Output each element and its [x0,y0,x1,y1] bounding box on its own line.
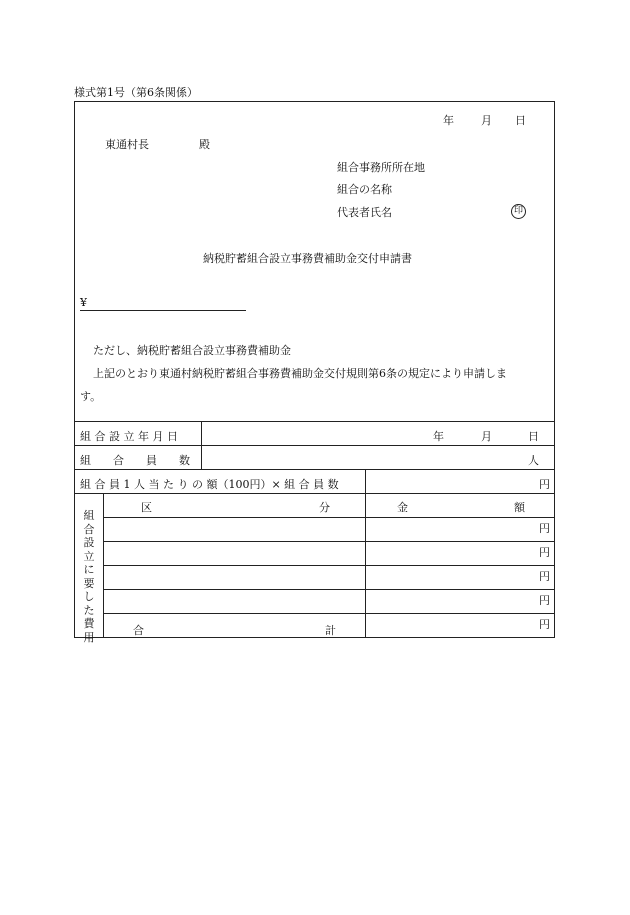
date-year: 年 [443,114,454,127]
addressee-name: 東通村長 [105,138,149,151]
member-count-unit: 人 [528,454,539,467]
form-number-label: 様式第1号（第6条関係） [74,86,198,99]
cost-row-border [103,613,555,614]
total-row-unit: 円 [539,618,550,631]
column-header-amount-b: 額 [514,501,525,514]
applicant-rep-label: 代表者氏名 [337,206,392,219]
cost-row-unit: 円 [539,546,550,559]
body-line-2: 上記のとおり東通村納税貯蓄組合事務費補助金交付規則第6条の規定により申請しま [93,367,507,380]
member-count-label: 組 合 員 数 [80,454,190,467]
table-row-border [74,445,555,446]
addressee-honorific: 殿 [199,138,210,151]
total-label-a: 合 [133,624,144,637]
cost-row-unit: 円 [539,570,550,583]
cost-row-border [103,541,555,542]
yen-mark: ¥ [80,296,87,309]
cost-row-border [103,565,555,566]
cost-row-border [103,589,555,590]
body-line-3: す。 [80,390,102,403]
table-top-border [74,421,555,422]
cost-label-column-divider [103,493,104,638]
column-header-category-a: 区 [141,501,152,514]
per-member-amount-unit: 円 [539,478,550,491]
establishment-day: 日 [528,430,539,443]
table-row-border [74,493,555,494]
total-label-b: 計 [325,624,336,637]
label-column-divider [201,421,202,469]
table-row-border [74,469,555,470]
establishment-year: 年 [433,430,444,443]
body-line-1: ただし、納税貯蓄組合設立事務費補助金 [93,344,291,357]
establishment-date-label: 組 合 設 立 年 月 日 [80,430,178,443]
cost-row-unit: 円 [539,594,550,607]
per-member-amount-label: 組 合 員 1 人 当 た り の 額（100円）× 組 合 員 数 [80,478,339,491]
amount-underline [80,310,246,311]
column-header-category-b: 分 [319,501,330,514]
applicant-address-label: 組合事務所所在地 [337,161,425,174]
amount-column-divider [365,469,366,638]
date-day: 日 [515,114,526,127]
column-header-amount-a: 金 [397,501,408,514]
document-title: 納税貯蓄組合設立事務費補助金交付申請書 [203,252,412,265]
cost-row-unit: 円 [539,522,550,535]
date-month: 月 [481,114,492,127]
establishment-month: 月 [481,430,492,443]
seal-mark: 印 [511,204,526,219]
cost-section-vertical-label: 組 合 設 立 に 要 し た 費 用 [83,509,95,644]
applicant-name-label: 組合の名称 [337,183,392,196]
cost-row-border [103,517,555,518]
